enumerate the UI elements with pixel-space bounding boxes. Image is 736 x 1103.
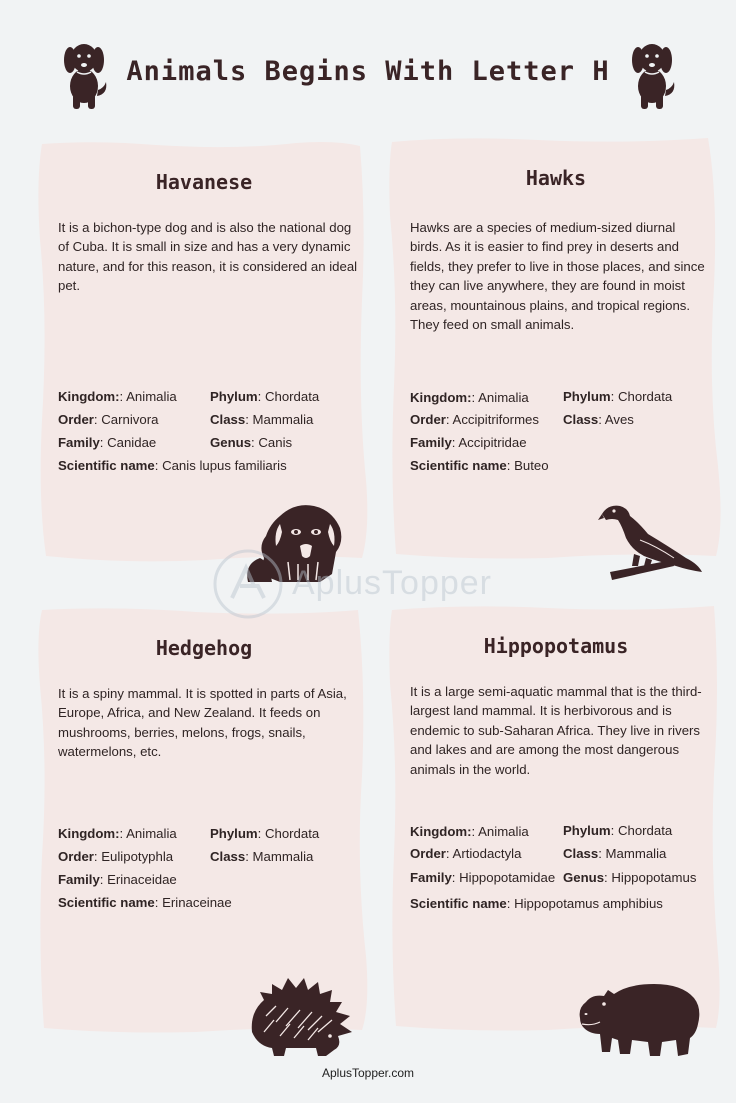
card-title: Havanese (155, 170, 253, 194)
phylum-row (210, 389, 319, 404)
scientific-name-value: : Buteo (506, 458, 549, 473)
card-description: It is a bichon-type dog and is also the national dog of Cuba. It is small in size and has a very dynamic nature, and for this reason, it is considered an ideal pet. (58, 220, 358, 294)
class-value: : Mammalia (245, 849, 314, 864)
card-description: It is a spiny mammal. It is spotted in parts of Asia, Europe, Africa, and New Zealand. It feeds on mushrooms, berries, melons, frogs, snails, watermelons, etc. (58, 686, 347, 760)
class-value: : Aves (598, 412, 634, 427)
kingdom-label: Kingdom: (58, 826, 120, 841)
class-row (563, 846, 666, 861)
family-value: : Hippopotamidae (451, 870, 556, 885)
genus-row (563, 870, 696, 885)
kingdom-label: Kingdom: (58, 389, 120, 404)
phylum-label: Phylum (210, 389, 258, 404)
phylum-value: : Chordata (610, 389, 673, 404)
order-row (58, 412, 158, 427)
scientific-name-label: Scientific name (58, 458, 155, 473)
phylum-row (563, 823, 672, 838)
family-value: : Erinaceidae (99, 872, 177, 887)
order-label: Order (410, 412, 446, 427)
card-description: Hawks are a species of medium-sized diurnal birds. As it is easier to find prey in deserts and fields, they prefer to live in those places, and since they can live anywhere, they are found in moist areas, mountainous plains, and tropical regions. They feed on small animals. (410, 220, 705, 333)
family-value: : Accipitridae (451, 435, 527, 450)
scientific-name-label: Scientific name (410, 896, 507, 911)
family-row (410, 435, 527, 450)
kingdom-value: : Animalia (471, 824, 529, 839)
kingdom-row (410, 390, 529, 405)
card-background (36, 140, 372, 562)
class-value: : Mammalia (245, 412, 314, 427)
card-background (388, 136, 724, 560)
hippopotamus-icon (578, 978, 702, 1058)
phylum-row (563, 389, 672, 404)
kingdom-row (410, 824, 529, 839)
card-title: Hawks (525, 166, 587, 190)
family-label: Family (58, 872, 100, 887)
phylum-value: : Chordata (257, 826, 320, 841)
page-title: Animals Begins With Letter H (126, 56, 610, 87)
kingdom-row (58, 389, 177, 404)
kingdom-label: Kingdom: (410, 824, 472, 839)
class-value: : Mammalia (598, 846, 667, 861)
card-background (388, 604, 724, 1032)
kingdom-row (58, 826, 177, 841)
footer-site-link[interactable]: AplusTopper.com (321, 1066, 415, 1080)
order-row (410, 412, 539, 427)
phylum-label: Phylum (563, 389, 611, 404)
order-row (410, 846, 521, 861)
phylum-label: Phylum (563, 823, 611, 838)
scientific-name-row (58, 895, 232, 910)
family-label: Family (58, 435, 100, 450)
scientific-name-label: Scientific name (58, 895, 155, 910)
family-row (58, 435, 156, 450)
family-label: Family (410, 435, 452, 450)
scientific-name-row (410, 896, 663, 911)
scientific-name-value: : Canis lupus familiaris (154, 458, 287, 473)
genus-value: : Canis (251, 435, 293, 450)
phylum-value: : Chordata (257, 389, 320, 404)
scientific-name-label: Scientific name (410, 458, 507, 473)
order-label: Order (58, 849, 94, 864)
class-label: Class (210, 849, 246, 864)
family-label: Family (410, 870, 452, 885)
kingdom-value: : Animalia (119, 389, 177, 404)
order-row (58, 849, 173, 864)
order-label: Order (410, 846, 446, 861)
watermark-text: AplusTopper (292, 564, 493, 602)
phylum-row (210, 826, 319, 841)
kingdom-label: Kingdom: (410, 390, 472, 405)
scientific-name-row (58, 458, 287, 473)
class-row (210, 412, 313, 427)
family-row (410, 870, 555, 885)
class-label: Class (563, 412, 599, 427)
animal-card-hedgehog (36, 606, 372, 1034)
class-label: Class (210, 412, 246, 427)
scientific-name-row (410, 458, 549, 473)
order-value: : Accipitriformes (445, 412, 539, 427)
animal-card-hawks (388, 136, 724, 560)
scientific-name-value: : Erinaceinae (154, 895, 232, 910)
card-description: It is a large semi-aquatic mammal that is the third-largest land mammal. It is herbivorous and is endemic to sub-Saharan Africa. They live in rivers and lakes and are among the most dangerous animals in the world. (410, 684, 702, 777)
kingdom-value: : Animalia (471, 390, 529, 405)
phylum-value: : Chordata (610, 823, 673, 838)
genus-row (210, 435, 292, 450)
watermark-logo-icon (212, 548, 284, 620)
kingdom-value: : Animalia (119, 826, 177, 841)
hedgehog-icon (246, 976, 356, 1058)
family-row (58, 872, 177, 887)
card-background (36, 606, 372, 1034)
animal-card-hippopotamus (388, 604, 724, 1032)
header (0, 0, 736, 140)
family-value: : Canidae (99, 435, 157, 450)
card-title: Hippopotamus (483, 634, 629, 658)
watermark (212, 548, 532, 620)
genus-label: Genus (210, 435, 252, 450)
dog-icon (624, 38, 680, 110)
order-value: : Eulipotyphla (93, 849, 174, 864)
scientific-name-value: : Hippopotamus amphibius (506, 896, 663, 911)
hawk-icon (598, 500, 706, 586)
genus-label: Genus (563, 870, 605, 885)
card-title: Hedgehog (155, 636, 253, 660)
class-row (563, 412, 634, 427)
phylum-label: Phylum (210, 826, 258, 841)
order-value: : Artiodactyla (445, 846, 522, 861)
order-value: : Carnivora (93, 412, 159, 427)
order-label: Order (58, 412, 94, 427)
genus-value: : Hippopotamus (604, 870, 697, 885)
class-row (210, 849, 313, 864)
animal-card-havanese (36, 140, 372, 562)
class-label: Class (563, 846, 599, 861)
